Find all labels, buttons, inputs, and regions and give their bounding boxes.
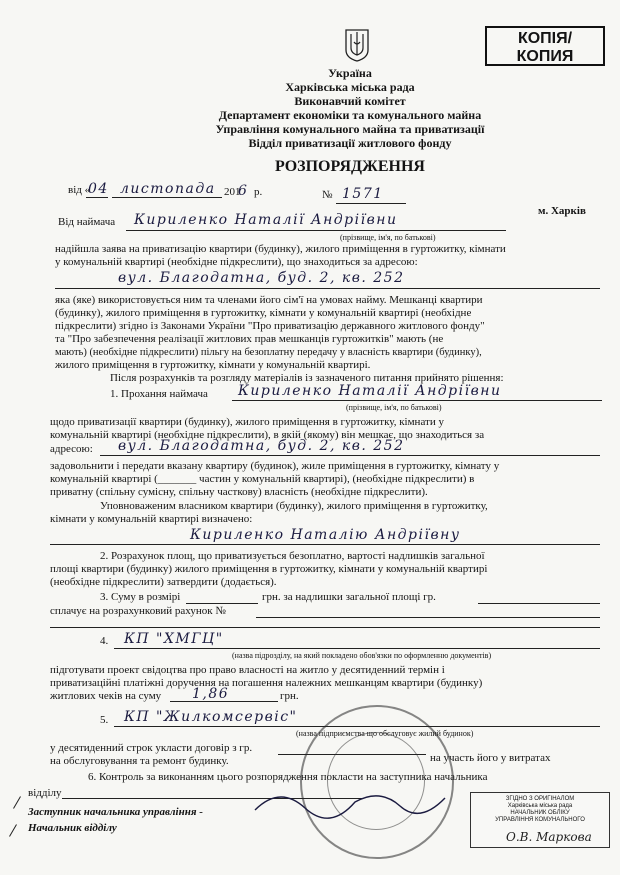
item1-name: Кириленко Наталії Андріївни xyxy=(238,383,502,399)
trident-emblem-icon xyxy=(343,28,371,62)
date-day: 04 xyxy=(88,181,109,197)
date-year-suffix: 6 xyxy=(238,183,249,199)
body-p3: яка (яке) використовується ним та членами його сім'ї на умовах найму. Мешканці квартири xyxy=(55,294,483,306)
cert-stamp-l2: Харківська міська рада xyxy=(507,803,573,809)
date-from-label: від « xyxy=(68,184,91,196)
item5-hint: (назва підприємства що обслуговує жилий будинок) xyxy=(296,729,474,738)
signature-head: Начальник відділу xyxy=(28,822,117,834)
body-p18: площі квартири (будинку) жилого приміщення в гуртожитку, кімнати у комунальній квартирі xyxy=(50,563,488,575)
owner-name: Кириленко Наталію Андріївну xyxy=(190,527,461,543)
body-p21: підготувати проект свідоцтва про право власності на житло у десятиденний термін і xyxy=(50,664,445,676)
header-committee: Виконавчий комітет xyxy=(294,94,406,108)
decree-number-label: № xyxy=(322,189,333,201)
item3-text-a: 3. Суму в розмірі xyxy=(100,591,181,603)
copy-stamp xyxy=(485,26,605,66)
cert-stamp-l3: НАЧАЛЬНИК ОБЛІКУ xyxy=(510,810,570,816)
copy-stamp-line1: КОПІЯ/ xyxy=(517,30,573,47)
handwritten-signature xyxy=(250,780,450,820)
body-p13: задовольнити і передати вказану квартиру (будинок), жиле приміщення в гуртожитку, кімнату у xyxy=(50,460,500,472)
body-p15: приватну (спільну сумісну, спільну часткову) власність (необхідне підкреслити). xyxy=(50,486,428,498)
body-p5: підкреслити) згідно із Законами України "Про приватизацію державного житлового фонду" xyxy=(55,320,485,332)
signer-name: О.В. Маркова xyxy=(506,830,592,844)
body-p7: мають) (необхідне підкреслити) пільгу на безоплатну передачу у власність квартири (будинку), xyxy=(55,347,482,358)
body-p12-address: вул. Благодатна, буд. 2, кв. 252 xyxy=(118,438,405,454)
body-p22: приватизаційні платіжні доручення на погашення належних мешканцям квартири (будинку) xyxy=(50,677,483,689)
date-year-label: р. xyxy=(254,186,263,198)
copy-stamp-line2: КОПИЯ xyxy=(516,48,574,65)
body-p2: у комунальній квартирі (необхідне підкреслити), що знаходиться за адресою: xyxy=(55,256,418,268)
date-month: листопада xyxy=(120,181,216,197)
body-p24-b: на участь його у витратах xyxy=(430,752,551,764)
cert-stamp-l4: УПРАВЛІННЯ КОМУНАЛЬНОГО xyxy=(495,817,585,823)
decree-number: 1571 xyxy=(342,186,384,202)
body-p23-value: 1,86 xyxy=(192,686,230,702)
body-address: вул. Благодатна, буд. 2, кв. 252 xyxy=(118,270,405,286)
body-p23-b: грн. xyxy=(280,690,299,702)
body-p20: сплачує на розрахунковий рахунок № xyxy=(50,605,226,617)
body-p6: та "Про забезпечення реалізації житлових прав мешканців гуртожитків" мають (не xyxy=(55,333,444,345)
applicant-label: Від наймача xyxy=(58,216,116,228)
body-p19: (необхідне підкреслити) затвердити (додається). xyxy=(50,576,277,588)
body-p4: (будинку), жилого приміщення в гуртожитку, кімнати у комунальній квартирі (необхідне xyxy=(55,307,472,319)
body-p26: відділу xyxy=(28,787,62,799)
body-p25: на обслуговування та ремонт будинку. xyxy=(50,755,229,767)
body-p17: кімнати у комунальній квартирі визначено: xyxy=(50,513,253,525)
cert-stamp-l1: ЗГІДНО З ОРИГІНАЛОМ xyxy=(505,796,575,802)
item1-hint: (прізвище, ім'я, по батькові) xyxy=(346,403,442,412)
header-country: Україна xyxy=(328,66,372,80)
header-administration: Управління комунального майна та приватизації xyxy=(215,122,485,136)
signature-deputy: Заступник начальника управління - xyxy=(28,806,203,818)
header-division: Відділ приватизації житлового фонду xyxy=(248,136,452,150)
decree-city: м. Харків xyxy=(538,205,586,217)
item4-value: КП "ХМГЦ" xyxy=(124,631,224,647)
date-year-prefix: 201 xyxy=(224,186,241,198)
body-p16: Уповноваженим власником квартири (будинку), жилого приміщення в гуртожитку, xyxy=(100,500,488,512)
header-department: Департамент економіки та комунального майна xyxy=(218,108,482,122)
applicant-name: Кириленко Наталії Андріївни xyxy=(134,212,398,228)
body-p11: комунальній квартирі (необхідне підкреслити), в якій (якому) він мешкає, що знаходиться за xyxy=(50,429,485,441)
body-p1: надійшла заява на приватизацію квартири (будинку), жилого приміщення в гуртожитку, кімнати xyxy=(55,243,506,255)
header-council: Харківська міська рада xyxy=(285,80,415,94)
body-p14: комунальній квартирі (_______ частин у комунальній квартирі), (необхідне підкреслити) в xyxy=(50,473,475,485)
body-p8: жилого приміщення в гуртожитку, кімнати у комунальній квартирі. xyxy=(55,359,371,371)
body-p10: щодо приватизації квартири (будинку), жилого приміщення в гуртожитку, кімнати у xyxy=(50,416,444,428)
item4-label: 4. xyxy=(100,635,109,647)
body-p12-label: адресою: xyxy=(50,443,93,455)
item5-value: КП "Жилкомсервіс" xyxy=(124,709,298,725)
applicant-hint: (прізвище, ім'я, по батькові) xyxy=(340,233,436,242)
item2-text: 2. Розрахунок площ, що приватизується безоплатно, вартості надлишків загальної xyxy=(100,550,485,562)
item3-text-b: грн. за надлишки загальної площі гр. xyxy=(262,591,436,603)
body-p23-a: житлових чеків на суму xyxy=(50,690,162,702)
item5-label: 5. xyxy=(100,714,109,726)
item4-hint: (назва підрозділу, на який покладено обов'язки по оформленню документів) xyxy=(232,651,492,660)
item6-text: 6. Контроль за виконанням цього розпорядження покласти на заступника начальника xyxy=(88,771,488,783)
item1-label: 1. Прохання наймача xyxy=(110,388,208,400)
body-p9: Після розрахунків та розгляду матеріалів із зазначеного питання прийнято рішення: xyxy=(110,372,504,384)
doc-title: РОЗПОРЯДЖЕННЯ xyxy=(275,158,425,175)
body-p24-a: у десятиденний строк укласти договір з гр. xyxy=(50,742,253,754)
